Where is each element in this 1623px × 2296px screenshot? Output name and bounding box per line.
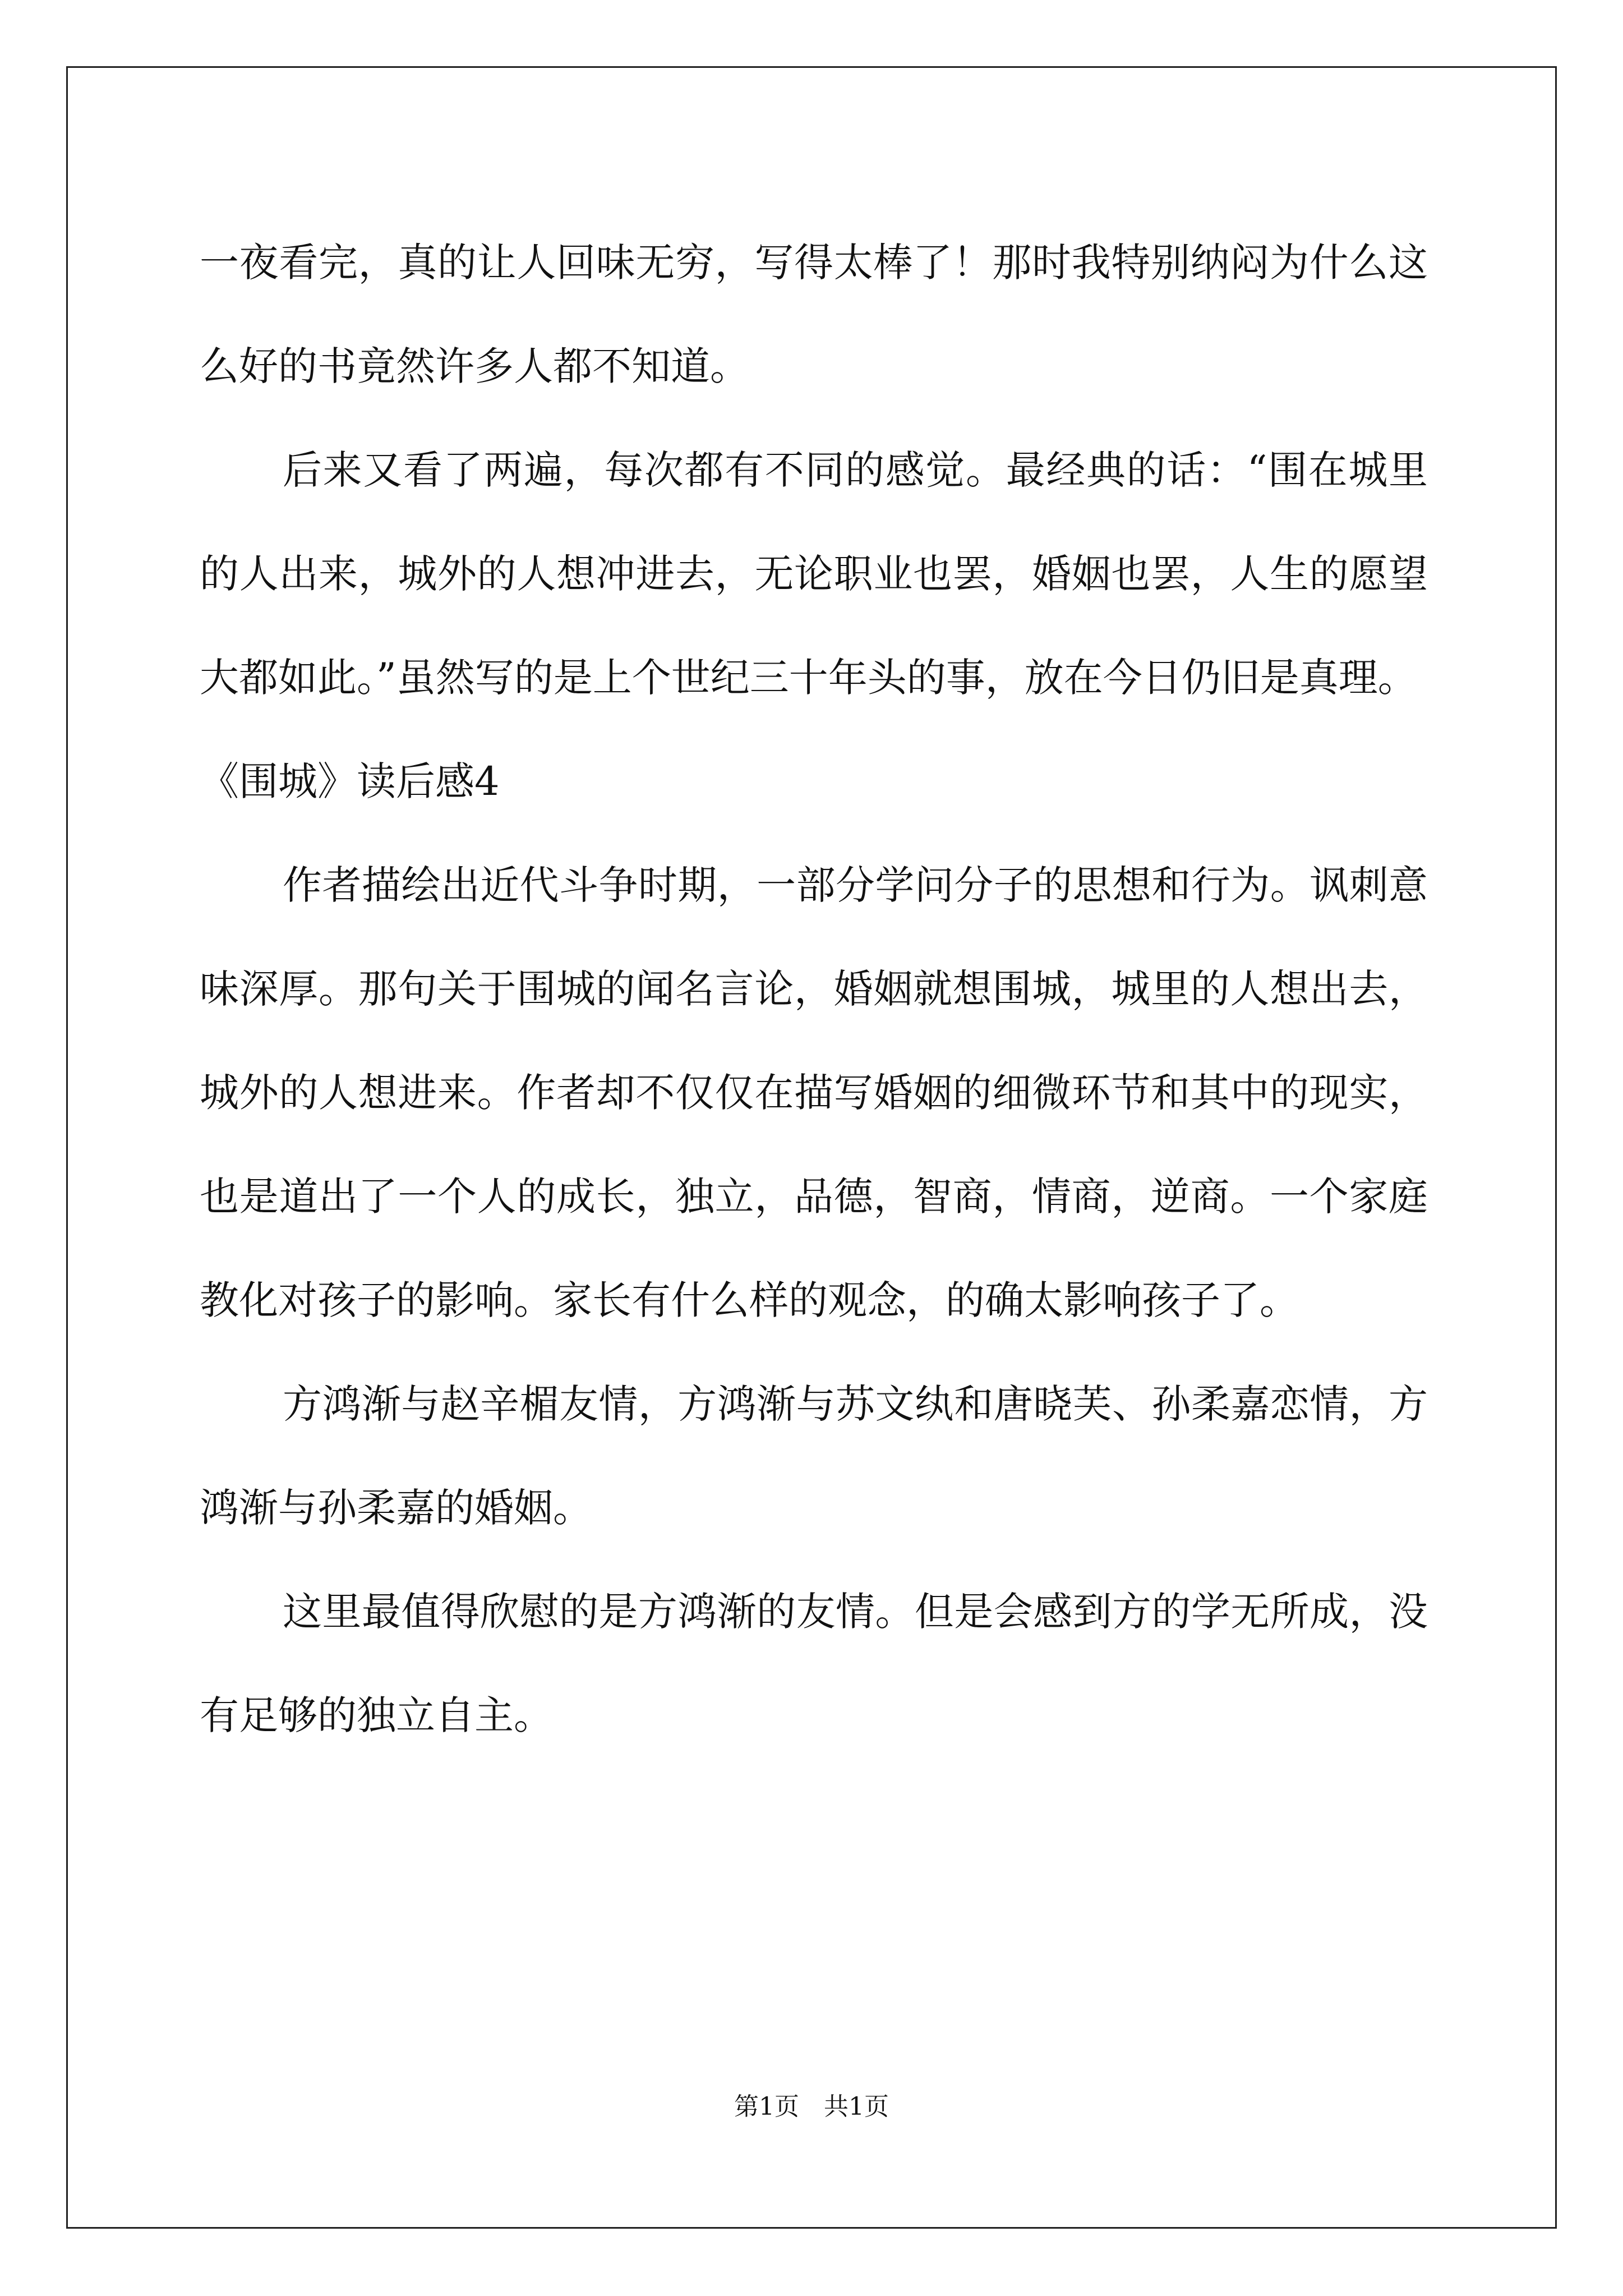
page-footer: 第1页 共1页 xyxy=(734,2092,889,2121)
paragraph-1: 一夜看完，真的让人回味无穷，写得太棒了！那时我特别纳闷为什么这么好的书竟然许多人都不知道。 xyxy=(200,240,1428,389)
section-heading: 《围城》读后感4 xyxy=(200,758,500,804)
paragraph-5: 这里最值得欣慰的是方鸿渐的友情。但是会感到方的学无所成，没有足够的独立自主。 xyxy=(200,1589,1428,1738)
paragraph-2: 后来又看了两遍，每次都有不同的感觉。最经典的话：“围在城里的人出来，城外的人想冲进去，无论职业也罢，婚姻也罢，人生的愿望大都如此。”虽然写的是上个世纪三十年头的事，放在今日仍旧是真理。 xyxy=(200,447,1428,701)
paragraph-3: 作者描绘出近代斗争时期，一部分学问分子的思想和行为。讽刺意味深厚。那句关于围城的闻名言论，婚姻就想围城，城里的人想出去，城外的人想进来。作者却不仅仅在描写婚姻的细微环节和其中的现实，也是道出了一个人的成长，独立，品德，智商，情商，逆商。一个家庭教化对孩子的影响。家长有什么样的观念，的确太影响孩子了。 xyxy=(200,862,1428,1323)
document-body xyxy=(200,211,1428,1768)
paragraph-4: 方鸿渐与赵辛楣友情，方鸿渐与苏文纨和唐晓芙、孙柔嘉恋情，方鸿渐与孙柔嘉的婚姻。 xyxy=(200,1381,1428,1531)
